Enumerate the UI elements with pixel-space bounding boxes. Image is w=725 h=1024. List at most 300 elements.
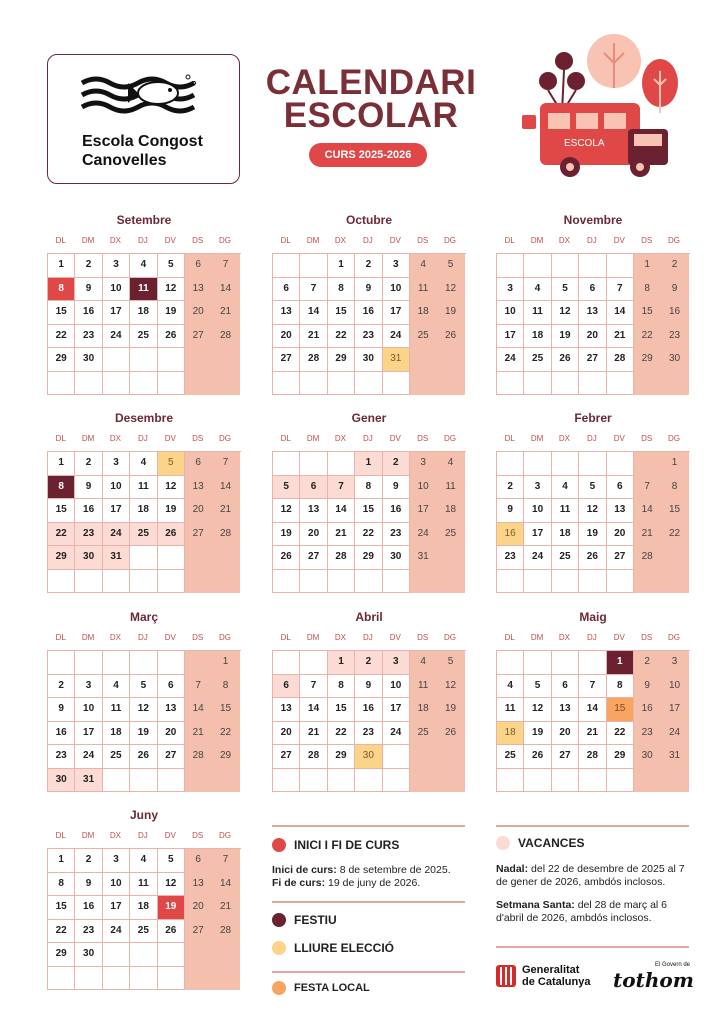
weekday-label: DJ (362, 434, 373, 443)
day-cell: 8 (355, 476, 382, 500)
month-name: Setembre (116, 213, 172, 227)
weekday-label: DJ (586, 236, 597, 245)
day-cell: 21 (185, 722, 212, 746)
day-cell: 26 (158, 325, 185, 349)
weekday-label: DV (164, 633, 176, 642)
school-logo-box (47, 54, 240, 184)
day-cell: 11 (552, 499, 579, 523)
day-cell: 14 (300, 698, 327, 722)
day-cell: 28 (212, 920, 239, 944)
empty-day-cell (607, 570, 634, 594)
day-cell: 31 (383, 348, 410, 372)
empty-day-cell (158, 943, 185, 967)
weekday-label: DX (334, 633, 347, 642)
empty-day-cell (410, 745, 437, 769)
day-cell: 2 (75, 849, 102, 873)
empty-day-cell (552, 769, 579, 793)
day-cell: 13 (158, 698, 185, 722)
day-cell: 1 (355, 452, 382, 476)
month-desembre (47, 411, 241, 593)
day-cell: 3 (524, 476, 551, 500)
govern-small-text: El Govern de (655, 962, 691, 968)
day-cell: 27 (552, 745, 579, 769)
day-cell: 16 (75, 301, 102, 325)
day-cell: 21 (212, 301, 239, 325)
legend-lliure-dot-icon (272, 941, 286, 955)
empty-day-cell (300, 769, 327, 793)
legend-local-label: FESTA LOCAL (294, 982, 370, 994)
day-cell: 18 (552, 523, 579, 547)
month-juny (47, 808, 241, 990)
legend-inici-fi-text (272, 864, 467, 890)
day-grid (496, 253, 690, 395)
day-cell: 11 (410, 278, 437, 302)
empty-day-cell (185, 546, 212, 570)
weekday-label: DM (81, 633, 95, 642)
day-cell: 1 (48, 849, 75, 873)
day-cell: 10 (410, 476, 437, 500)
weekday-label: DG (444, 633, 457, 642)
empty-day-cell (130, 943, 157, 967)
empty-day-cell (634, 570, 661, 594)
day-cell: 15 (355, 499, 382, 523)
day-cell: 19 (579, 523, 606, 547)
legend-festiu (272, 913, 337, 927)
day-cell: 25 (410, 722, 437, 746)
day-grid (496, 451, 690, 593)
day-cell: 23 (48, 745, 75, 769)
empty-day-cell (524, 651, 551, 675)
weekday-label: DX (109, 236, 122, 245)
empty-day-cell (579, 769, 606, 793)
legend-nadal-text (496, 863, 692, 889)
day-cell: 24 (410, 523, 437, 547)
day-cell: 25 (130, 920, 157, 944)
empty-day-cell (273, 254, 300, 278)
day-grid (272, 451, 466, 593)
day-cell: 18 (437, 499, 464, 523)
day-cell: 26 (524, 745, 551, 769)
day-cell: 4 (524, 278, 551, 302)
day-cell: 3 (103, 452, 130, 476)
day-cell: 26 (158, 920, 185, 944)
weekday-label: DJ (362, 236, 373, 245)
weekday-label: DJ (137, 633, 148, 642)
empty-day-cell (48, 570, 75, 594)
day-cell: 17 (524, 523, 551, 547)
empty-day-cell (437, 546, 464, 570)
day-cell: 19 (552, 325, 579, 349)
day-cell: 12 (552, 301, 579, 325)
empty-day-cell (212, 967, 239, 991)
day-cell: 13 (552, 698, 579, 722)
day-cell: 17 (383, 301, 410, 325)
day-cell: 1 (48, 254, 75, 278)
weekday-label: DX (109, 633, 122, 642)
day-cell: 2 (355, 651, 382, 675)
day-cell: 23 (75, 325, 102, 349)
day-cell: 20 (300, 523, 327, 547)
day-cell: 26 (273, 546, 300, 570)
day-cell: 2 (661, 254, 688, 278)
day-cell: 26 (437, 325, 464, 349)
day-cell: 13 (185, 873, 212, 897)
weekday-label: DM (530, 633, 544, 642)
day-cell: 8 (607, 675, 634, 699)
school-name-line2: Canovelles (82, 152, 167, 169)
empty-day-cell (497, 769, 524, 793)
day-cell: 4 (103, 675, 130, 699)
weekday-label: DG (219, 831, 232, 840)
empty-day-cell (634, 769, 661, 793)
weekday-label: DV (613, 236, 625, 245)
empty-day-cell (212, 570, 239, 594)
empty-day-cell (524, 254, 551, 278)
day-cell: 17 (383, 698, 410, 722)
empty-day-cell (634, 372, 661, 396)
weekday-label: DS (417, 236, 429, 245)
empty-day-cell (158, 570, 185, 594)
day-cell: 21 (212, 499, 239, 523)
day-grid (47, 650, 241, 792)
weekday-label: DV (613, 434, 625, 443)
day-cell: 21 (634, 523, 661, 547)
weekday-label: DS (192, 434, 204, 443)
day-cell: 27 (579, 348, 606, 372)
month-name: Desembre (114, 411, 174, 425)
day-cell: 12 (273, 499, 300, 523)
day-cell: 12 (437, 675, 464, 699)
empty-day-cell (103, 967, 130, 991)
day-cell: 23 (634, 722, 661, 746)
day-cell: 25 (410, 325, 437, 349)
day-cell: 5 (552, 278, 579, 302)
weekday-label: DS (417, 434, 429, 443)
day-cell: 28 (300, 348, 327, 372)
day-cell: 31 (410, 546, 437, 570)
day-cell: 10 (497, 301, 524, 325)
day-cell: 20 (552, 722, 579, 746)
day-cell: 26 (130, 745, 157, 769)
empty-day-cell (497, 651, 524, 675)
day-cell: 21 (579, 722, 606, 746)
empty-day-cell (661, 769, 688, 793)
empty-day-cell (75, 967, 102, 991)
day-grid (496, 650, 690, 792)
weekday-label: DM (81, 434, 95, 443)
day-cell: 23 (75, 920, 102, 944)
month-octubre (272, 213, 466, 395)
nadal-label: Nadal: (496, 863, 529, 875)
fi-text: 19 de juny de 2026. (325, 877, 421, 889)
empty-day-cell (212, 769, 239, 793)
day-cell: 8 (212, 675, 239, 699)
empty-day-cell (185, 651, 212, 675)
empty-day-cell (579, 651, 606, 675)
day-cell: 25 (130, 325, 157, 349)
month-name: Octubre (345, 213, 392, 227)
empty-day-cell (552, 372, 579, 396)
weekday-label: DJ (362, 633, 373, 642)
empty-day-cell (661, 570, 688, 594)
school-name (82, 132, 203, 170)
weekday-label: DX (558, 633, 571, 642)
legend-setmana-text (496, 899, 692, 925)
weekday-label: DM (530, 434, 544, 443)
day-cell: 4 (497, 675, 524, 699)
empty-day-cell (185, 769, 212, 793)
day-cell: 22 (212, 722, 239, 746)
empty-day-cell (185, 967, 212, 991)
empty-day-cell (552, 570, 579, 594)
legend-local-dot-icon (272, 981, 286, 995)
day-cell: 4 (410, 651, 437, 675)
empty-day-cell (410, 348, 437, 372)
day-cell: 30 (75, 546, 102, 570)
day-cell: 23 (661, 325, 688, 349)
day-cell: 4 (410, 254, 437, 278)
day-cell: 16 (355, 301, 382, 325)
day-cell: 28 (607, 348, 634, 372)
empty-day-cell (437, 769, 464, 793)
empty-day-cell (497, 570, 524, 594)
day-cell: 16 (497, 523, 524, 547)
day-cell: 29 (328, 745, 355, 769)
day-cell: 8 (328, 675, 355, 699)
empty-day-cell (552, 254, 579, 278)
day-cell: 24 (661, 722, 688, 746)
empty-day-cell (300, 570, 327, 594)
empty-day-cell (158, 967, 185, 991)
empty-day-cell (103, 348, 130, 372)
day-grid (272, 650, 466, 792)
day-cell: 3 (410, 452, 437, 476)
weekday-label: DL (280, 434, 291, 443)
weekday-label: DV (389, 434, 401, 443)
day-cell: 27 (300, 546, 327, 570)
month-maig (496, 610, 690, 792)
day-cell: 9 (497, 499, 524, 523)
day-cell: 22 (48, 325, 75, 349)
weekday-label: DM (306, 236, 320, 245)
legend-divider (272, 901, 465, 903)
weekday-label: DS (641, 236, 653, 245)
legend-divider (272, 825, 465, 827)
empty-day-cell (273, 372, 300, 396)
day-cell: 27 (273, 348, 300, 372)
legend-inici-fi-label: INICI I FI DE CURS (294, 838, 400, 852)
weekday-label: DG (219, 434, 232, 443)
day-cell: 22 (607, 722, 634, 746)
day-cell: 18 (524, 325, 551, 349)
day-cell: 2 (634, 651, 661, 675)
empty-day-cell (103, 943, 130, 967)
day-cell: 20 (273, 722, 300, 746)
month-novembre (496, 213, 690, 395)
title-line2: ESCOLAR (283, 96, 459, 135)
day-cell: 9 (634, 675, 661, 699)
empty-day-cell (437, 372, 464, 396)
day-cell: 5 (130, 675, 157, 699)
day-cell: 3 (497, 278, 524, 302)
day-cell: 1 (634, 254, 661, 278)
day-cell: 29 (48, 943, 75, 967)
empty-day-cell (579, 254, 606, 278)
weekday-label: DX (334, 434, 347, 443)
empty-day-cell (212, 372, 239, 396)
weekday-label: DV (164, 831, 176, 840)
fish-logo-icon (80, 71, 210, 121)
day-cell: 6 (185, 254, 212, 278)
empty-day-cell (273, 452, 300, 476)
title-line1: CALENDARI (265, 63, 477, 102)
day-cell: 23 (75, 523, 102, 547)
day-cell: 17 (103, 301, 130, 325)
day-cell: 4 (130, 254, 157, 278)
day-cell: 14 (185, 698, 212, 722)
empty-day-cell (130, 372, 157, 396)
day-cell: 24 (75, 745, 102, 769)
day-cell: 16 (661, 301, 688, 325)
day-cell: 3 (383, 651, 410, 675)
day-cell: 20 (607, 523, 634, 547)
empty-day-cell (130, 651, 157, 675)
day-cell: 10 (75, 698, 102, 722)
empty-day-cell (524, 452, 551, 476)
empty-day-cell (130, 348, 157, 372)
empty-day-cell (410, 570, 437, 594)
day-cell: 15 (328, 698, 355, 722)
day-cell: 20 (185, 499, 212, 523)
weekday-label: DS (417, 633, 429, 642)
day-cell: 26 (437, 722, 464, 746)
day-cell: 31 (661, 745, 688, 769)
legend-festiu-dot-icon (272, 913, 286, 927)
setmana-label: Setmana Santa: (496, 899, 575, 911)
month-marc (47, 610, 241, 792)
day-cell: 7 (300, 278, 327, 302)
legend-divider (496, 946, 689, 948)
day-cell: 23 (497, 546, 524, 570)
day-cell: 16 (383, 499, 410, 523)
day-cell: 1 (661, 452, 688, 476)
day-cell: 17 (497, 325, 524, 349)
day-cell: 10 (383, 278, 410, 302)
day-cell: 5 (158, 849, 185, 873)
day-cell: 24 (383, 325, 410, 349)
day-cell: 12 (130, 698, 157, 722)
day-cell: 20 (579, 325, 606, 349)
day-cell: 4 (130, 452, 157, 476)
day-cell: 29 (212, 745, 239, 769)
empty-day-cell (75, 570, 102, 594)
day-cell: 25 (524, 348, 551, 372)
day-cell: 11 (130, 476, 157, 500)
empty-day-cell (607, 254, 634, 278)
day-cell: 25 (552, 546, 579, 570)
day-cell: 12 (437, 278, 464, 302)
day-cell: 16 (75, 499, 102, 523)
day-cell: 11 (524, 301, 551, 325)
empty-day-cell (383, 745, 410, 769)
day-cell: 25 (103, 745, 130, 769)
weekday-label: DG (444, 434, 457, 443)
day-cell: 15 (607, 698, 634, 722)
day-cell: 17 (103, 499, 130, 523)
weekday-header (47, 433, 241, 445)
empty-day-cell (355, 570, 382, 594)
empty-day-cell (103, 769, 130, 793)
tothom-logo: tothom (613, 968, 694, 992)
day-cell: 7 (634, 476, 661, 500)
weekday-label: DV (164, 236, 176, 245)
weekday-label: DX (558, 434, 571, 443)
day-cell: 8 (328, 278, 355, 302)
day-cell: 12 (158, 278, 185, 302)
empty-day-cell (552, 452, 579, 476)
day-cell: 12 (158, 476, 185, 500)
weekday-label: DL (55, 633, 66, 642)
empty-day-cell (607, 452, 634, 476)
weekday-label: DS (192, 236, 204, 245)
empty-day-cell (552, 651, 579, 675)
day-cell: 20 (158, 722, 185, 746)
day-cell: 16 (634, 698, 661, 722)
day-cell: 25 (437, 523, 464, 547)
day-cell: 26 (158, 523, 185, 547)
day-cell: 6 (579, 278, 606, 302)
day-cell: 7 (607, 278, 634, 302)
empty-day-cell (185, 372, 212, 396)
day-cell: 7 (328, 476, 355, 500)
day-cell: 5 (158, 452, 185, 476)
weekday-label: DV (164, 434, 176, 443)
day-cell: 9 (355, 278, 382, 302)
weekday-header (47, 632, 241, 644)
empty-day-cell (300, 372, 327, 396)
empty-day-cell (130, 769, 157, 793)
day-cell: 15 (634, 301, 661, 325)
legend-divider (496, 825, 689, 827)
day-cell: 3 (103, 849, 130, 873)
day-grid (47, 253, 241, 395)
empty-day-cell (355, 372, 382, 396)
empty-day-cell (158, 651, 185, 675)
day-cell: 15 (48, 896, 75, 920)
legend-divider (272, 971, 465, 973)
bus-label: ESCOLA (564, 138, 605, 149)
day-cell: 2 (48, 675, 75, 699)
day-cell: 19 (130, 722, 157, 746)
day-cell: 19 (158, 896, 185, 920)
day-cell: 19 (524, 722, 551, 746)
day-cell: 17 (661, 698, 688, 722)
day-cell: 15 (212, 698, 239, 722)
day-cell: 19 (158, 499, 185, 523)
day-cell: 16 (48, 722, 75, 746)
day-cell: 11 (130, 873, 157, 897)
generalitat-line1: Generalitat (522, 964, 580, 976)
month-name: Maig (579, 610, 607, 624)
day-cell: 24 (524, 546, 551, 570)
day-cell: 14 (579, 698, 606, 722)
legend-vacances-label: VACANCES (518, 836, 585, 850)
empty-day-cell (103, 372, 130, 396)
day-cell: 12 (579, 499, 606, 523)
day-cell: 14 (607, 301, 634, 325)
empty-day-cell (273, 570, 300, 594)
day-cell: 1 (328, 254, 355, 278)
